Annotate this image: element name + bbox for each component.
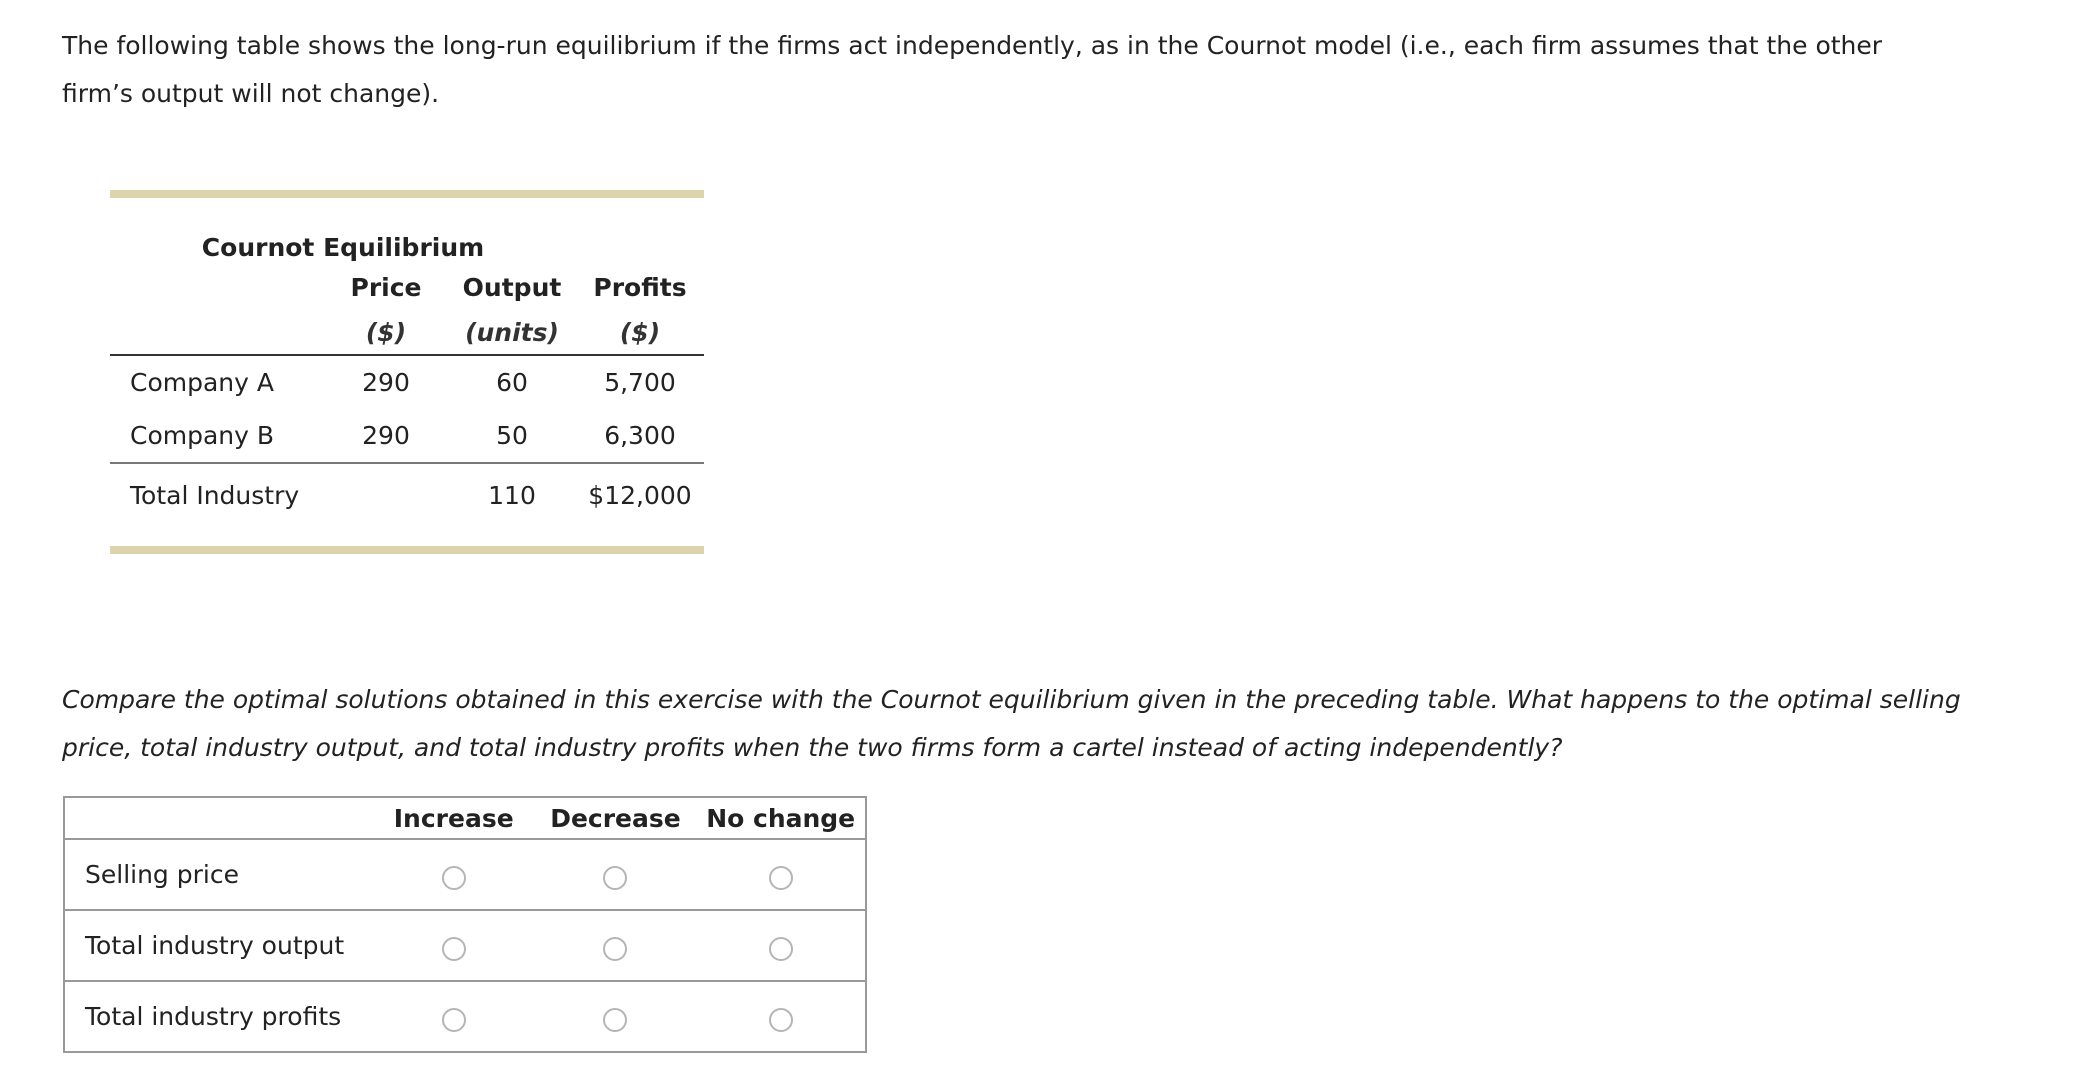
row-label-total-profits: Total industry profits <box>85 1002 342 1031</box>
intro-text <box>62 22 1942 118</box>
radio-total-profits-increase[interactable] <box>442 1008 466 1032</box>
unit-row <box>110 310 704 355</box>
profits-cell: 5,700 <box>604 367 676 397</box>
unit-price: ($) <box>324 310 448 355</box>
intro-line-1: The following table shows the long-run equilibrium if the firms act independently, as in the Cournot model (i.e., each firm assumes that the other <box>62 31 1883 60</box>
output-cell: 60 <box>496 367 528 397</box>
radio-total-output-increase[interactable] <box>442 937 466 961</box>
radio-total-output-decrease[interactable] <box>603 937 627 961</box>
table-bottom-bar <box>110 546 704 554</box>
row-label-selling-price: Selling price <box>64 839 373 910</box>
header-output: Output <box>462 272 562 302</box>
total-profits-cell: $12,000 <box>588 480 692 510</box>
total-price-cell <box>324 463 448 526</box>
price-cell: 290 <box>362 367 410 397</box>
question-line-2: price, total industry output, and total industry profits when the two firms form a cartel instead of acting independently? <box>62 733 1563 762</box>
radio-total-profits-decrease[interactable] <box>603 1008 627 1032</box>
row-label-total-output: Total industry output <box>64 910 373 981</box>
table-row <box>110 355 704 408</box>
radio-selling-price-no-change[interactable] <box>769 866 793 890</box>
unit-output: (units) <box>448 310 576 355</box>
radio-total-output-no-change[interactable] <box>769 937 793 961</box>
question-text <box>62 676 2002 772</box>
total-label: Total Industry <box>130 480 300 510</box>
answer-header-row <box>64 797 866 839</box>
total-row <box>110 463 704 526</box>
intro-line-2: firm’s output will not change). <box>62 79 440 108</box>
cournot-equilibrium-table <box>110 190 704 554</box>
header-profits: Profits <box>593 272 687 302</box>
answer-row-total-profits <box>64 981 866 1052</box>
table-row <box>110 408 704 463</box>
total-output-cell: 110 <box>488 480 536 510</box>
question-line-1: Compare the optimal solutions obtained in this exercise with the Cournot equilibrium given in the preceding table. What happens to the optimal selling <box>62 685 1961 714</box>
column-decrease: Decrease <box>535 797 697 839</box>
answer-row-total-output <box>64 910 866 981</box>
row-label: Company B <box>110 408 324 463</box>
profits-cell: 6,300 <box>576 408 704 463</box>
radio-selling-price-increase[interactable] <box>442 866 466 890</box>
radio-total-profits-no-change[interactable] <box>769 1008 793 1032</box>
table-top-bar <box>110 190 704 198</box>
table-title-row <box>110 198 704 264</box>
price-cell: 290 <box>324 408 448 463</box>
header-row <box>110 264 704 310</box>
row-label: Company A <box>130 367 274 397</box>
column-increase: Increase <box>373 797 535 839</box>
table-title: Cournot Equilibrium <box>201 233 485 262</box>
answer-grid <box>63 796 867 1053</box>
header-price: Price <box>350 272 422 302</box>
output-cell: 50 <box>448 408 576 463</box>
cournot-table-grid <box>110 198 704 546</box>
radio-selling-price-decrease[interactable] <box>603 866 627 890</box>
answer-row-selling-price <box>64 839 866 910</box>
column-no-change: No change <box>696 797 866 839</box>
unit-profits: ($) <box>576 310 704 355</box>
